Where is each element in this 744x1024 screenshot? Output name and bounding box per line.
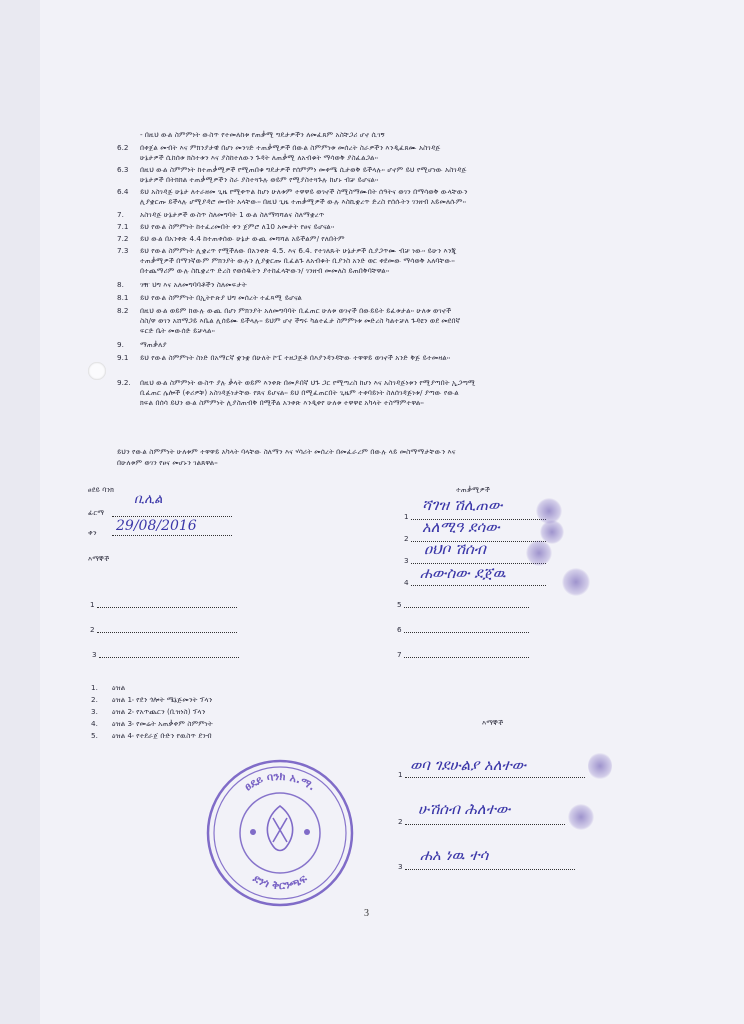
appendix-number: 3. [91,707,98,716]
beneficiary-number: 3 [404,556,409,565]
beneficiary-number: 4 [404,578,409,587]
thumbprint [562,568,590,596]
blank-number: 6 [397,625,402,634]
appendix-number: 4. [91,719,98,728]
bottom-witness-number: 1 [398,770,403,779]
punch-hole [88,362,106,380]
beneficiary-line [411,585,546,586]
section-line: ይህ ውል በአንቀጽ 4.4 ከተጠቀሰው ሁኔታ ውጪ መሻሻል አይችልም/ የለበትም [140,234,345,243]
appendix-number: 1. [91,683,98,692]
witness-line [99,657,239,658]
blank-line [404,657,529,658]
bank-stamp [205,758,355,908]
section-line: ሊያቋርጡ ይችላሉ ሆሚያዳሮ መብት አላቸው፡፡ በዚህ ጊዜ ተጠቃሚዎች ውሉ እስኪቋረጥ ድረስ የሰሱትን ገንዘብ አይመለሱም፡፡ [140,197,467,206]
appendix-item: ዕዝል 4፡ የተደራጀ ቡድን የዉስጥ ደንብ [112,731,212,740]
thumbprint [568,804,594,830]
thumbprint [526,540,552,566]
section-number: 9.1 [117,353,129,362]
appendix-number: 5. [91,731,98,740]
beneficiary-number: 1 [404,512,409,521]
beneficiary-signature: ሐውስው ደጀዉ [420,564,506,582]
section-number: 8. [117,280,124,289]
closing-line: በሁለቱም ወገን የፀና መሆኑን ገልጸዋል፡፡ [117,458,218,467]
section-number: 6.4 [117,187,129,196]
witness-number: 1 [90,600,95,609]
section-line: ይህ አስገዳጅ ሁኔታ ለተራዘመ ጊዜ የሚቀጥል ከሆነ ሁለቱም ተዋዋይ ወገኖች ስሚስማሙበት ሰዓትና ወገን በማሳወቅ ውላቸውን [140,187,468,196]
intro-line: - በዚህ ውል ስምምነት ውስጥ የተመለከቱ የጠቃሚ ግዴታዎችን ለመፈጸም አስቸጋሪ ሆኖ ሲገኝ [140,130,385,139]
blank-line [404,607,529,608]
date-line [112,535,232,536]
beneficiary-signature: ሻገዝ ሽሊጠው [422,496,503,514]
section-number: 8.2 [117,306,129,315]
stamp-emblem [250,806,310,851]
signature-label: ፊርማ [88,508,105,517]
section-number: 8.1 [117,293,129,302]
blank-number: 5 [397,600,402,609]
section-line: ስስ/ዋ ወገን አሸማጋይ እቤል ሊሰይሙ ይችላሉ፡፡ ይህም ሆኖ ችግሩ ካልተፈታ ስምምነቱ መድረስ ካልተቻለ ጉዳዩን ወደ መደበኛ [140,316,461,325]
appendix-number: 2. [91,695,98,704]
beneficiary-signature: ዐህቦ ሽሰብ [424,540,486,558]
bottom-witness-signature: ወባ ገደሁልያ አለተው [410,756,527,774]
section-number: 7.1 [117,222,129,231]
bottom-witness-line [405,824,565,825]
section-line: ሁኔታዎች በትክክል ተጠቃሚዎችን ስራ ያስተጓጉሉ ወይም የሚያስተጓጉሉ ከሆኑ ብቻ ይሆናል፡፡ [140,175,379,184]
beneficiary-number: 2 [404,534,409,543]
section-line: ይህ የውል ስምምነት ከተፈረመበት ቀን ጀምሮ ለ10 አመታት የፀና ይሆናል፡፡ [140,222,335,231]
witness-number: 3 [92,650,97,659]
bottom-witness-number: 2 [398,817,403,826]
blank-line [404,632,529,633]
section-line: ማጠቃለያ [140,340,167,349]
bottom-witness-line [405,869,575,870]
section-number: 9.2. [117,378,131,387]
thumbprint [588,752,612,780]
section-line: ሁኔታዎች ሲከሰቱ ክስተቱን እና ያስከተለውን ጉዳት ለጠቃሚ ለአብቁት ማሳወቅ ያስፈልጋል፡፡ [140,153,379,162]
section-number: 9. [117,340,124,349]
section-line: በቀጀል መብት እና ምክንያታዊ በሆነ መንገድ ተጠቃሚዎች በውል ስምምነቱ መሰረት ስራዎችን እንዲፈጸሙ አስገዳጅ [140,143,441,152]
bottom-witness-signature: ሐአ ነዉ ተሳ [420,846,489,864]
witnesses-label: እማኞች [88,554,110,563]
bottom-witness-line [405,777,585,778]
witness-line [97,632,237,633]
appendix-item: ዕዝል 1፡ የደን ጎሎት ሜኔጅመንት ፕላን [112,695,213,704]
section-line: ክፍል በሰሳ ይህን ውል ስምምነት ሊያስጠብቅ በሚችል አንቀጽ እንዲቀየ ሁለቱ ተዋዋዩ አካላት ተስማምተዋል፡፡ [140,398,424,407]
bottom-witnesses-label: እማኞች [482,718,504,727]
date-value: 29/08/2016 [116,518,197,534]
section-number: 6.2 [117,143,129,152]
section-line: በዚህ ውል ስምምነት ከተጠቃሚዎች የሚጠበቁ ግዴታዎች የሰምምነ መቀሜ ሲታወቅ ይችላሉ፡፡ ሆኖም ይህ የሚሆነው አስገዳጅ [140,165,467,174]
signature-line [112,516,232,517]
bank-signature: ቢሊል [134,492,163,507]
section-line: ተጠቃሚዎች በማንኛውም ምክንያት ውሉን ሊያቋርጡ ቢፈልጉ ለአብቁት ቢያንስ አንድ ወር ቀደመው ማሳወቅ አለባቸው፡፡ [140,256,455,265]
appendix-item: ዕዝል [112,683,126,692]
section-line: በዚህ ውል ስምምነት ውስጥ ያሉ ቃላት ወይም እንቀጽ በመዶበኛ ህጉ ጋር የሚጣረስ ከሆነ እና አስገዳጅነቱን የሚያጣበት ኢጋጣሚ [140,378,476,387]
witness-number: 2 [90,625,95,634]
closing-line: ይህን የውል ስምምነት ሁለቱም ተዋዋይ አካላት ባላቸው ስለማን እና ሃሳሪት መሰረት በመፈራረም በውሉ ላይ መስማማታቸውን እና [117,447,456,456]
page-number: 3 [364,908,369,919]
date-label: ቀን [88,528,97,537]
section-line: ቢፈጠር ሌሎች (ቀሪዎቹ) አስገዳጅነታቸው የጸና ይሆናል፡፡ ይህ በሚፈጠርበት ጊዜም ተቀባይነት ስለሰገዳጅነቱ/ ያጣው የውል [140,388,459,397]
appendix-item: ዕዝል 2፡ የአጥጨርን (ቢዝነስ) ፕላን [112,707,206,716]
section-line: ይህ የውል ስምምነት ስነድ በአማርኛ ቋንቋ በሁለት ኮፒ ተዘጋጅቶ በእያንዳንዳቸው ተዋዋይ ወገኖች አንድ ቅጅ ይተመዛል፡፡ [140,353,451,362]
blank-number: 7 [397,650,402,659]
section-line: በዚህ ውል ወይም ከውሉ ውጪ በሆነ ምክንያት አለመግባባት ቢፈጠር ሁለቱ ወገኖች በውይይት ይፈቱታል፡፡ ሁለቱ ወገኖች [140,306,452,315]
section-line: ይህ የውል ስምምነት ሊቋረጥ የሚችለው በአንቀጽ 4.5. እና 6.4. የተገለጹት ሁኔታዎች ሲያጋጥሙ ብቻ ነው፡፡ ይሁን እንጂ [140,246,457,255]
section-line: ፍርድ ቤት መውሰድ ይቻላል፡፡ [140,326,215,335]
beneficiaries-label: ተጠቃሚዎች [456,485,490,494]
bottom-witness-number: 3 [398,862,403,871]
beneficiary-signature: አለሚዓ ደሳው [422,518,500,536]
section-number: 6.3 [117,165,129,174]
section-line: አስገዳጅ ሁኔታዎች ውስጥ ስለመግባት 1 ውል ስለማሻሻልና ስለማቋረጥ [140,210,325,219]
witness-line [97,607,237,608]
section-number: 7.3 [117,246,129,255]
bottom-witness-signature: ሁሽሰብ ሕለተው [418,800,511,818]
section-line: ይህ የውል ስምምነት በኢትዮጵያ ህግ መሰረት ተፈጻሚ ይሆናል [140,293,302,302]
stamp-top-text: ፀደይ ባንክ አ.ማ. [241,769,319,794]
section-line: በተጨማሪም ውሉ ስኪቋረጥ ድረስ የወሰዱትን ያተከፈላቸውን/ ገንዘብ መመለስ ይጠበቅባቸዋል፡፡ [140,266,390,275]
bank-label: ፀደይ ባንክ [88,485,114,494]
appendix-item: ዕዝል 3፡ የመሬት አጠቃቀም ስምምነት [112,719,213,728]
section-number: 7.2 [117,234,129,243]
section-number: 7. [117,210,124,219]
section-line: ገዥ ህግ እና አለመግባባቶችን ስለመፍታት [140,280,247,289]
stamp-bottom-text: ደንጎ ቅርንጫፍ [250,871,310,893]
